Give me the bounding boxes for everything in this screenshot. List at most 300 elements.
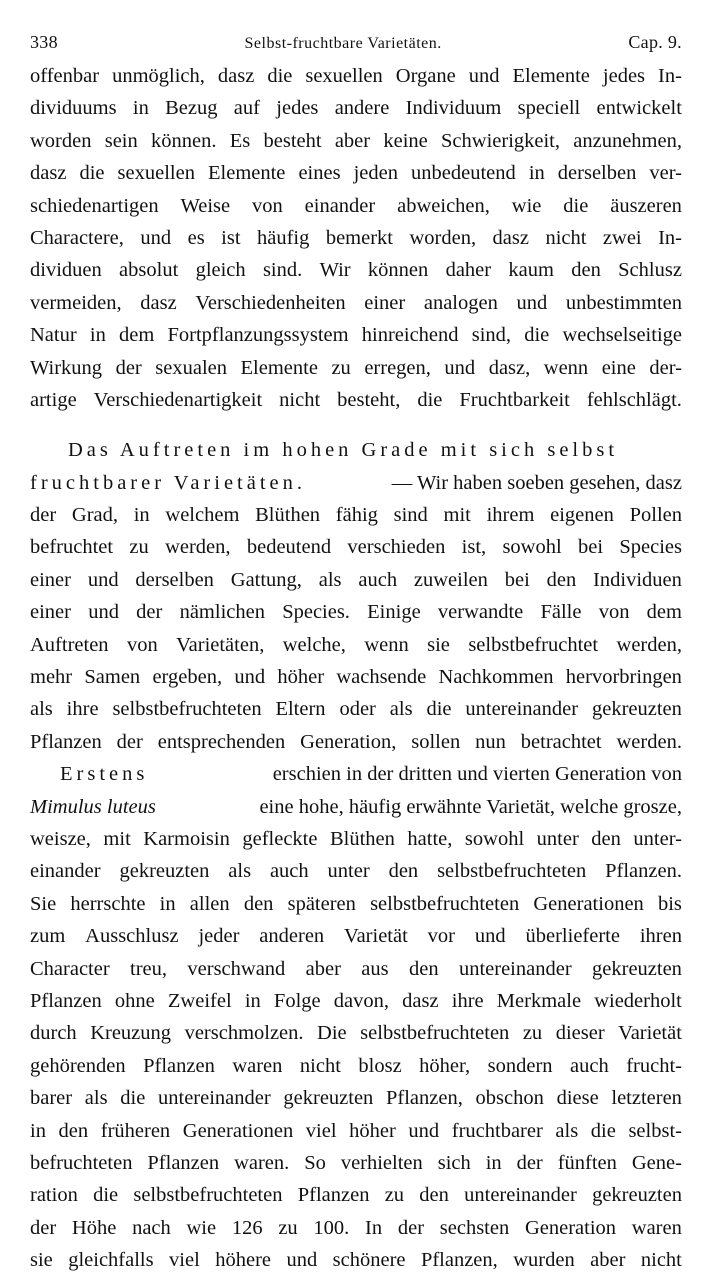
- word: verschmolzen.: [184, 1022, 304, 1045]
- word: hervorbringen: [565, 666, 682, 689]
- word: derselben: [135, 568, 214, 591]
- word: Fortpflanzungssystem: [167, 324, 349, 347]
- word: einer: [30, 601, 71, 624]
- word: diese: [556, 1087, 599, 1110]
- word: befruchtet: [30, 536, 114, 559]
- word: Pollen: [629, 504, 682, 527]
- word: einer: [364, 291, 406, 314]
- word: Fruchtbarkeit: [459, 388, 570, 411]
- text-line: [30, 661, 682, 693]
- word: von: [252, 194, 283, 217]
- word: wie: [186, 1216, 217, 1239]
- word: der-: [649, 356, 682, 379]
- word: der: [136, 601, 163, 624]
- word: den: [408, 957, 439, 980]
- word: Eltern: [275, 698, 326, 721]
- word: viel: [305, 1119, 337, 1142]
- word: hinreichend: [361, 324, 459, 347]
- word: daher: [445, 259, 492, 282]
- word: Wirkung: [30, 356, 103, 379]
- word: einander: [304, 194, 376, 217]
- word: eigenen: [550, 504, 614, 527]
- word: gleichfalls: [68, 1249, 154, 1272]
- word: Individuen: [593, 568, 682, 591]
- word: bei: [504, 568, 530, 591]
- word: Schwierigkeit,: [441, 129, 561, 152]
- species-name: Mimulus luteus: [30, 795, 156, 818]
- word: in: [485, 1151, 502, 1174]
- word: Varietät: [344, 925, 408, 948]
- word: sind.: [262, 259, 303, 282]
- word: als: [318, 568, 342, 591]
- text-line: [30, 352, 682, 384]
- word: dasz: [30, 162, 67, 185]
- word: Generationen: [533, 892, 644, 915]
- word: bemerkt: [325, 226, 393, 249]
- word: äuszeren: [610, 194, 682, 217]
- word: ration: [30, 1184, 78, 1207]
- word: dem: [119, 324, 155, 347]
- word: zum: [30, 925, 66, 948]
- word: anderen: [259, 925, 325, 948]
- word: waren.: [234, 1151, 290, 1174]
- word: fähig: [335, 504, 378, 527]
- word: gefleckte: [242, 827, 318, 850]
- word: gleich: [195, 259, 246, 282]
- word: die: [563, 194, 589, 217]
- word: die: [79, 162, 105, 185]
- word: speciell: [517, 97, 581, 120]
- word: der: [397, 1216, 425, 1239]
- word: Pflanzen.: [605, 860, 682, 883]
- word: in: [528, 162, 545, 185]
- word: Species.: [282, 601, 350, 624]
- word: davon,: [333, 989, 390, 1012]
- word: ergeben,: [152, 666, 223, 689]
- word: frucht-: [626, 1054, 682, 1077]
- text-line: [30, 823, 682, 855]
- word: den: [546, 568, 577, 591]
- word: sechsten: [439, 1216, 510, 1239]
- word: Generation: [524, 1216, 617, 1239]
- text-line: [30, 434, 682, 466]
- text-line: [30, 596, 682, 628]
- word: aber: [334, 129, 371, 152]
- word: den: [591, 827, 621, 850]
- word: zu: [331, 356, 351, 379]
- word: den: [571, 259, 601, 282]
- text-line: [30, 1115, 682, 1147]
- word: bei: [578, 536, 604, 559]
- word: Pflanzen: [297, 1184, 370, 1207]
- word: letzteren: [611, 1087, 682, 1110]
- word: und: [140, 226, 172, 249]
- text-line: [30, 1082, 682, 1114]
- word: Elemente: [208, 162, 286, 185]
- word: derselben: [557, 162, 637, 185]
- word: schiedenartigen: [30, 194, 159, 217]
- word: dasz,: [488, 356, 531, 379]
- word: gekreuzten: [119, 860, 210, 883]
- word: zuweilen: [413, 568, 488, 591]
- word: gekreuzten: [592, 1184, 682, 1207]
- word: auch: [570, 1054, 609, 1077]
- word: und: [444, 356, 476, 379]
- word: sind: [393, 504, 428, 527]
- word: waren: [232, 1054, 283, 1077]
- word: Die: [317, 1022, 347, 1045]
- word: bedeutend: [246, 536, 332, 559]
- word: auch: [358, 568, 398, 591]
- text-line: [30, 1244, 682, 1276]
- text-line: [30, 791, 682, 823]
- word: späteren: [287, 892, 356, 915]
- word: zu: [384, 1184, 405, 1207]
- word: Blüthen: [329, 827, 395, 850]
- word: sie: [427, 633, 450, 656]
- text-line: [30, 888, 682, 920]
- paragraph-1: [30, 60, 682, 416]
- text-line: [30, 125, 682, 157]
- word: und: [468, 65, 500, 87]
- word: von: [126, 633, 158, 656]
- word: dem: [646, 601, 682, 624]
- word: Elemente: [512, 65, 590, 87]
- word: Grad,: [71, 504, 119, 527]
- emphasized-word: Erstens: [60, 763, 149, 786]
- paragraph-2: [30, 434, 682, 758]
- running-header: [30, 32, 682, 60]
- word: den: [243, 892, 274, 915]
- word: fruchtbarer: [451, 1119, 543, 1142]
- word: die: [120, 1087, 146, 1110]
- word: als: [389, 698, 413, 721]
- word: ohne: [114, 989, 155, 1012]
- word: von: [598, 601, 630, 624]
- text-line: [30, 855, 682, 887]
- word: viel: [169, 1249, 200, 1272]
- word: Auftreten: [30, 633, 109, 656]
- text-line: [30, 564, 682, 596]
- word: Organe: [395, 65, 456, 87]
- word: Varietät: [618, 1022, 682, 1045]
- word: welchem: [165, 504, 240, 527]
- word: Pflanzen: [147, 1151, 220, 1174]
- word: dieser: [555, 1022, 605, 1045]
- word: Fälle: [540, 601, 582, 624]
- word: in: [159, 892, 176, 915]
- text-line: [30, 531, 682, 563]
- word: die: [93, 1184, 119, 1207]
- word: wechselseitige: [562, 324, 682, 347]
- word: Nachkommen: [438, 666, 554, 689]
- word: Es: [229, 129, 251, 152]
- word: wie: [511, 194, 542, 217]
- word: absolut: [119, 259, 179, 282]
- word: Natur: [30, 324, 77, 347]
- word: nämlichen: [179, 601, 265, 624]
- word: können: [367, 259, 429, 282]
- word: Pflanzen,: [386, 1087, 463, 1110]
- word: weisze,: [30, 827, 91, 850]
- word: keine: [383, 129, 428, 152]
- word: nicht: [279, 388, 321, 411]
- word: Ausschlusz: [85, 925, 179, 948]
- text-line: [30, 629, 682, 661]
- word: aus: [361, 957, 389, 980]
- section-heading-continuation: — Wir haben soeben gesehen, dasz: [391, 471, 682, 494]
- word: Weise: [180, 194, 231, 217]
- word: verschieden: [347, 536, 446, 559]
- word: nicht: [299, 1054, 341, 1077]
- word: ver-: [649, 162, 682, 185]
- word: gehörenden: [30, 1054, 126, 1077]
- word: befruchteten: [30, 1151, 133, 1174]
- word: barer: [30, 1087, 73, 1110]
- word: mehr: [30, 666, 73, 689]
- word: der: [30, 504, 57, 527]
- word: höhere: [215, 1249, 272, 1272]
- word: Varietäten,: [176, 633, 265, 656]
- word: dasz: [217, 65, 255, 87]
- text-line: [30, 157, 682, 189]
- text-line: [30, 758, 682, 790]
- word: dividuums: [30, 97, 117, 120]
- word: vor: [427, 925, 455, 948]
- word: wiederholt: [594, 989, 682, 1012]
- word: dasz: [140, 291, 177, 314]
- word: unter: [327, 860, 370, 883]
- word: höher,: [419, 1054, 471, 1077]
- word: Karmoisin: [143, 827, 230, 850]
- word: sollen: [411, 730, 461, 753]
- section-gap: [30, 416, 682, 434]
- text-line: [30, 920, 682, 952]
- word: Charactere,: [30, 226, 124, 249]
- word: nicht: [545, 226, 587, 249]
- word: artige: [30, 388, 77, 411]
- word: zu: [129, 536, 149, 559]
- word: hatte,: [407, 827, 453, 850]
- word: treu,: [130, 957, 168, 980]
- word: in: [30, 1119, 46, 1142]
- word: und: [87, 568, 119, 591]
- word: in: [132, 97, 149, 120]
- word: den: [419, 1184, 449, 1207]
- word: unter-: [633, 827, 682, 850]
- word: als: [84, 1087, 108, 1110]
- word: entwickelt: [596, 97, 682, 120]
- text-line: [30, 60, 682, 92]
- word: auf: [233, 97, 260, 120]
- word: wenn: [543, 356, 589, 379]
- word: eines: [298, 162, 341, 185]
- word: werden.: [616, 730, 682, 753]
- word: mit: [443, 504, 471, 527]
- word: sein: [104, 129, 138, 152]
- word: zwei: [602, 226, 642, 249]
- word: und: [408, 1119, 440, 1142]
- word: es: [187, 226, 205, 249]
- word: einer: [30, 568, 71, 591]
- page-number: 338: [30, 32, 58, 52]
- word: in: [133, 504, 150, 527]
- text-line: [30, 92, 682, 124]
- section-heading-part2: fruchtbarer Varietäten.: [30, 471, 307, 494]
- word: jeden: [353, 162, 398, 185]
- text-line: [30, 384, 682, 416]
- word: nun: [475, 730, 506, 753]
- word: die: [590, 1119, 616, 1142]
- word: ist,: [461, 536, 487, 559]
- word: 126: [231, 1216, 263, 1239]
- word: werden,: [165, 536, 231, 559]
- text-line: [30, 985, 682, 1017]
- word: der: [30, 1216, 57, 1239]
- word: So: [304, 1151, 326, 1174]
- text-span: erschien in der dritten und vierten Generation von: [272, 763, 682, 786]
- word: selbstbefruchteten: [133, 1184, 283, 1207]
- word: Gattung,: [230, 568, 302, 591]
- word: häufig: [256, 226, 310, 249]
- word: die: [267, 65, 293, 87]
- word: In: [365, 1216, 383, 1239]
- word: unmöglich,: [112, 65, 205, 87]
- word: ihrem: [486, 504, 535, 527]
- book-page: [30, 32, 682, 1276]
- text-line: [30, 693, 682, 725]
- word: Pflanzen: [30, 989, 102, 1012]
- word: Generationen: [182, 1119, 294, 1142]
- word: betrachtet: [520, 730, 602, 753]
- word: selbstbefruchteten: [360, 1022, 510, 1045]
- word: bis: [657, 892, 682, 915]
- word: gekreuzten: [591, 698, 682, 721]
- word: allen: [189, 892, 230, 915]
- text-line: [30, 287, 682, 319]
- word: ist: [221, 226, 241, 249]
- word: waren: [631, 1216, 682, 1239]
- word: 100.: [313, 1216, 350, 1239]
- word: mit: [103, 827, 131, 850]
- word: nicht: [640, 1249, 682, 1272]
- word: aber: [305, 957, 341, 980]
- word: entsprechenden: [157, 730, 286, 753]
- word: anzunehmen,: [573, 129, 682, 152]
- word: Verschiedenheiten: [195, 291, 346, 314]
- word: zu: [278, 1216, 298, 1239]
- word: den: [58, 1119, 89, 1142]
- word: Species: [619, 536, 682, 559]
- word: analogen: [423, 291, 498, 314]
- text-line: [30, 499, 682, 531]
- word: selbstbefruchteten: [112, 698, 262, 721]
- word: blosz: [358, 1054, 402, 1077]
- word: besteht,: [337, 388, 401, 411]
- word: sexuellen: [117, 162, 195, 185]
- word: kaum: [508, 259, 554, 282]
- word: können.: [151, 129, 217, 152]
- word: Generation,: [300, 730, 397, 753]
- text-line: [30, 1017, 682, 1049]
- word: und: [88, 601, 119, 624]
- word: untereinander: [158, 1087, 271, 1110]
- word: dasz: [492, 226, 529, 249]
- word: überlieferte: [525, 925, 620, 948]
- word: unter: [536, 827, 579, 850]
- word: Blüthen: [255, 504, 321, 527]
- word: Pflanzen: [143, 1054, 215, 1077]
- word: obschon: [475, 1087, 544, 1110]
- word: Wir: [319, 259, 351, 282]
- text-line: [30, 467, 682, 499]
- word: die: [524, 324, 550, 347]
- text-line: [30, 726, 682, 758]
- word: worden: [30, 129, 92, 152]
- word: Bezug: [165, 97, 218, 120]
- word: sie: [30, 1249, 53, 1272]
- word: die: [426, 698, 452, 721]
- word: höher: [277, 666, 325, 689]
- text-line: [30, 1179, 682, 1211]
- word: welche,: [282, 633, 346, 656]
- text-line: [30, 190, 682, 222]
- word: sowohl: [464, 827, 525, 850]
- word: selbstbefruchteten: [370, 892, 520, 915]
- word: wachsende: [336, 666, 427, 689]
- word: andere: [334, 97, 390, 120]
- word: Pflanzen: [30, 730, 102, 753]
- word: durch: [30, 1022, 77, 1045]
- word: dasz: [402, 989, 439, 1012]
- word: ihre: [66, 698, 99, 721]
- word: der: [516, 1151, 543, 1174]
- word: in: [244, 989, 261, 1012]
- word: dividuen: [30, 259, 102, 282]
- word: herrschte: [70, 892, 146, 915]
- word: Sie: [30, 892, 57, 915]
- text-line: [30, 254, 682, 286]
- word: sich: [437, 1151, 471, 1174]
- word: In-: [658, 226, 682, 249]
- word: sind,: [471, 324, 512, 347]
- text-line: [30, 953, 682, 985]
- word: Character: [30, 957, 110, 980]
- word: verhielten: [340, 1151, 423, 1174]
- word: verwandte: [437, 601, 524, 624]
- word: werden,: [616, 633, 682, 656]
- word: In-: [658, 65, 682, 87]
- word: Elemente: [240, 356, 318, 379]
- word: als: [228, 860, 252, 883]
- word: wurden: [513, 1249, 575, 1272]
- word: Schlusz: [618, 259, 682, 282]
- word: Gene-: [631, 1151, 682, 1174]
- word: nach: [132, 1216, 171, 1239]
- word: Höhe: [71, 1216, 117, 1239]
- word: einander: [30, 860, 101, 883]
- word: zu: [522, 1022, 543, 1045]
- word: Verschiedenartigkeit: [93, 388, 263, 411]
- text-line: [30, 319, 682, 351]
- word: untereinander: [458, 957, 572, 980]
- word: in: [89, 324, 106, 347]
- word: abweichen,: [397, 194, 490, 217]
- word: untereinander: [465, 698, 579, 721]
- word: jedes: [602, 65, 646, 87]
- word: verschwand: [187, 957, 286, 980]
- word: sondern: [487, 1054, 553, 1077]
